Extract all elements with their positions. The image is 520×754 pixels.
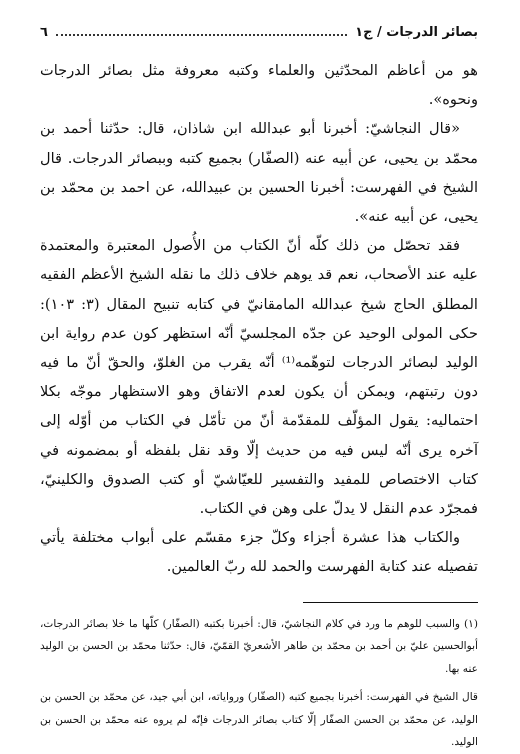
main-text	[40, 56, 478, 582]
paragraph-closing: والكتاب هذا عشرة أجزاء وكلّ جزء مقسّم على أبواب مختلفة يأتي تفصيله عند كتابة الفهرست والحمد لله ربّ العالمين.	[40, 529, 478, 576]
footnote-separator	[303, 602, 478, 603]
paragraph-continuation: هو من أعاظم المحدّثين والعلماء وكتبه معروفة مثل بصائر الدرجات ونحوه».	[40, 62, 478, 109]
running-header	[40, 22, 478, 42]
running-title: بصائر الدرجات / ج١	[355, 24, 478, 40]
footnote-1-continued: قال الشيخ في الفهرست: أخبرنا بجميع كتبه (الصفّار) ورواياته، ابن أبي جيد، عن محمّد بن الحسن بن الوليد، عن محمّد بن الحسن الصفّار إلّا كتاب بصائر الدرجات فإنّه لم يروه عنه محمّد بن الحسن بن الوليد.	[40, 691, 478, 749]
footnote-1: (١) والسبب للوهم ما ورد في كلام النجاشيّ، قال: أخبرنا بكتبه (الصفّار) كلّها ما خلا بصائر الدرجات، أبوالحسين عليّ بن أحمد بن محمّد بن طاهر الأشعريّ القمّيّ، قال: حدّثنا محمّد بن الحسن بن الوليد عنه بها.	[40, 617, 478, 675]
footnotes	[40, 613, 478, 754]
header-dotted-leader	[56, 34, 347, 36]
page-number: ٦	[40, 24, 48, 40]
paragraph-quote: «قال النجاشيّ: أخبرنا أبو عبدالله ابن شاذان، قال: حدّثنا أحمد بن محمّد بن يحيى، عن أبيه عنه (الصفّار) بجميع كتبه وببصائر الدرجات. قال الشيخ في الفهرست: أخبرنا الحسين بن عبيدالله، عن احمد بن محمّد بن يحيى، عن أبيه عنه».	[40, 120, 478, 226]
paragraph-discussion: فقد تحصّل من ذلك كلّه أنّ الكتاب من الأُصول المعتبرة والمعتمدة عليه عند الأصحاب، نعم قد يوهم خلاف ذلك ما نقله الشيخ الأعظم الفقيه المطلق الحاج شيخ عبدالله المامقانيّ في كتابه تنبيح المقال (٣: ١٠٣): حكى المولى الوحيد عن جدّه المجلسيّ أنّه استظهر كون عدم رواية ابن الوليد لبصائر الدرجات لتوهّمه⁽¹⁾ أنّه يقرب من الغلوّ، والحقّ أنّ ما فيه دون رتبتهم، ويمكن أن يكون لعدم الاتفاق وهو الاستظهار موجّه بكلا احتماليه: يقول المؤلّف للمقدّمة أنّ من تأمّل في الكتاب من أوّله إلى آخره يرى أنّه ليس فيه من حديث إلّا وقد نقل بلفظه أو بمضمونه في كتاب الاختصاص للمفيد والتفسير للعيّاشيّ أو كتب الصدوق والكلينيّ، فمجرّد عدم النقل لا يدلّ على وهن في الكتاب.	[40, 237, 478, 518]
